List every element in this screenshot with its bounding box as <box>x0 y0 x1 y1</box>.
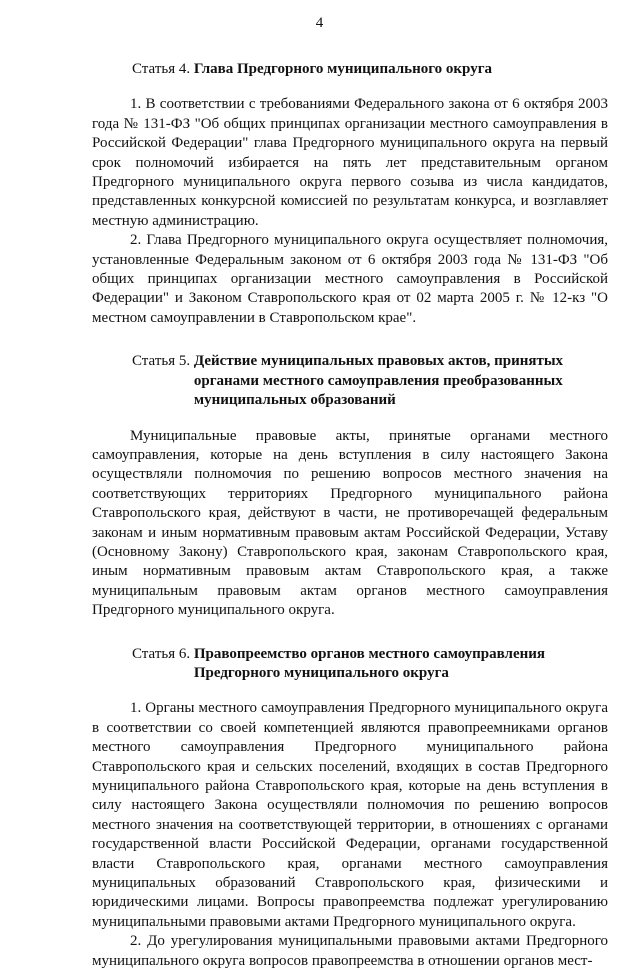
document-body <box>92 60 608 971</box>
article-label: Статья 5. <box>132 353 191 370</box>
article-label: Статья 6. <box>132 645 191 662</box>
article-heading <box>92 352 608 410</box>
article-4 <box>92 60 608 328</box>
article-paragraph: 1. Органы местного самоуправления Предгорного муниципального округа в соответствии со своей компетенцией являются правопреемниками органов местного самоуправления Предгорного муниципального района Ставропольского края и сельских поселений, входящих в состав Предгорного муниципального района Ставропольского края, которые на день вступления в силу настоящего Закона осуществляли полномочия по решению вопросов местного значения на соответствующей территории, в отношениях с органами государственной власти Российской Федерации, органами государственной власти Ставропольского края, органами местного самоуправления муниципальных образований Ставропольского края, физическими и юридическими лицами. Вопросы правопреемства подлежат урегулированию муниципальными правовыми актами Предгорного муниципального округа. <box>92 700 608 930</box>
article-paragraph: 2. До урегулирования муниципальными правовыми актами Предгорного муниципального округа вопросов правопреемства в отношении органов мест- <box>92 933 608 969</box>
article-paragraph: 1. В соответствии с требованиями Федерального закона от 6 октября 2003 года № 131-ФЗ "Об общих принципах организации местного самоуправления в Российской Федерации" глава Предгорного муниципального округа на первый срок полномочий избирается на пять лет представительным органом Предгорного муниципального округа первого созыва из числа кандидатов, представленных конкурсной комиссией по результатам конкурса, и возглавляет местную администрацию. <box>92 96 608 229</box>
article-heading <box>92 645 608 684</box>
article-title: Глава Предгорного муниципального округа <box>193 61 492 77</box>
article-title: Действие муниципальных правовых актов, принятых органами местного самоуправления преобразованных муниципальных образований <box>193 353 564 409</box>
article-6 <box>92 645 608 971</box>
article-5 <box>92 352 608 620</box>
article-paragraph: Муниципальные правовые акты, принятые органами местного самоуправления, которые на день вступления в силу настоящего Закона осуществляли полномочия по решению вопросов местного значения на соответствующих территориях Предгорного муниципального района Ставропольского края, действуют в части, не противоречащей федеральным законам и иным нормативным правовым актам Российской Федерации, Уставу (Основному Закону) Ставропольского края, законам Ставропольского края, иным нормативным правовым актам Ставропольского края, а также муниципальным правовым актам органов местного самоуправления Предгорного муниципального округа. <box>92 427 608 619</box>
article-paragraph: 2. Глава Предгорного муниципального округа осуществляет полномочия, установленные Федеральным законом от 6 октября 2003 года № 131-ФЗ "Об общих принципах организации местного самоуправления в Российской Федерации" и Законом Ставропольского края от 02 марта 2005 г. № 12-кз "О местном самоуправлении в Ставропольском крае". <box>92 232 608 326</box>
article-label: Статья 4. <box>132 61 191 77</box>
page-number: 4 <box>315 15 324 31</box>
article-heading <box>92 60 608 79</box>
article-title: Правопреемство органов местного самоуправления Предгорного муниципального округа <box>193 645 546 681</box>
